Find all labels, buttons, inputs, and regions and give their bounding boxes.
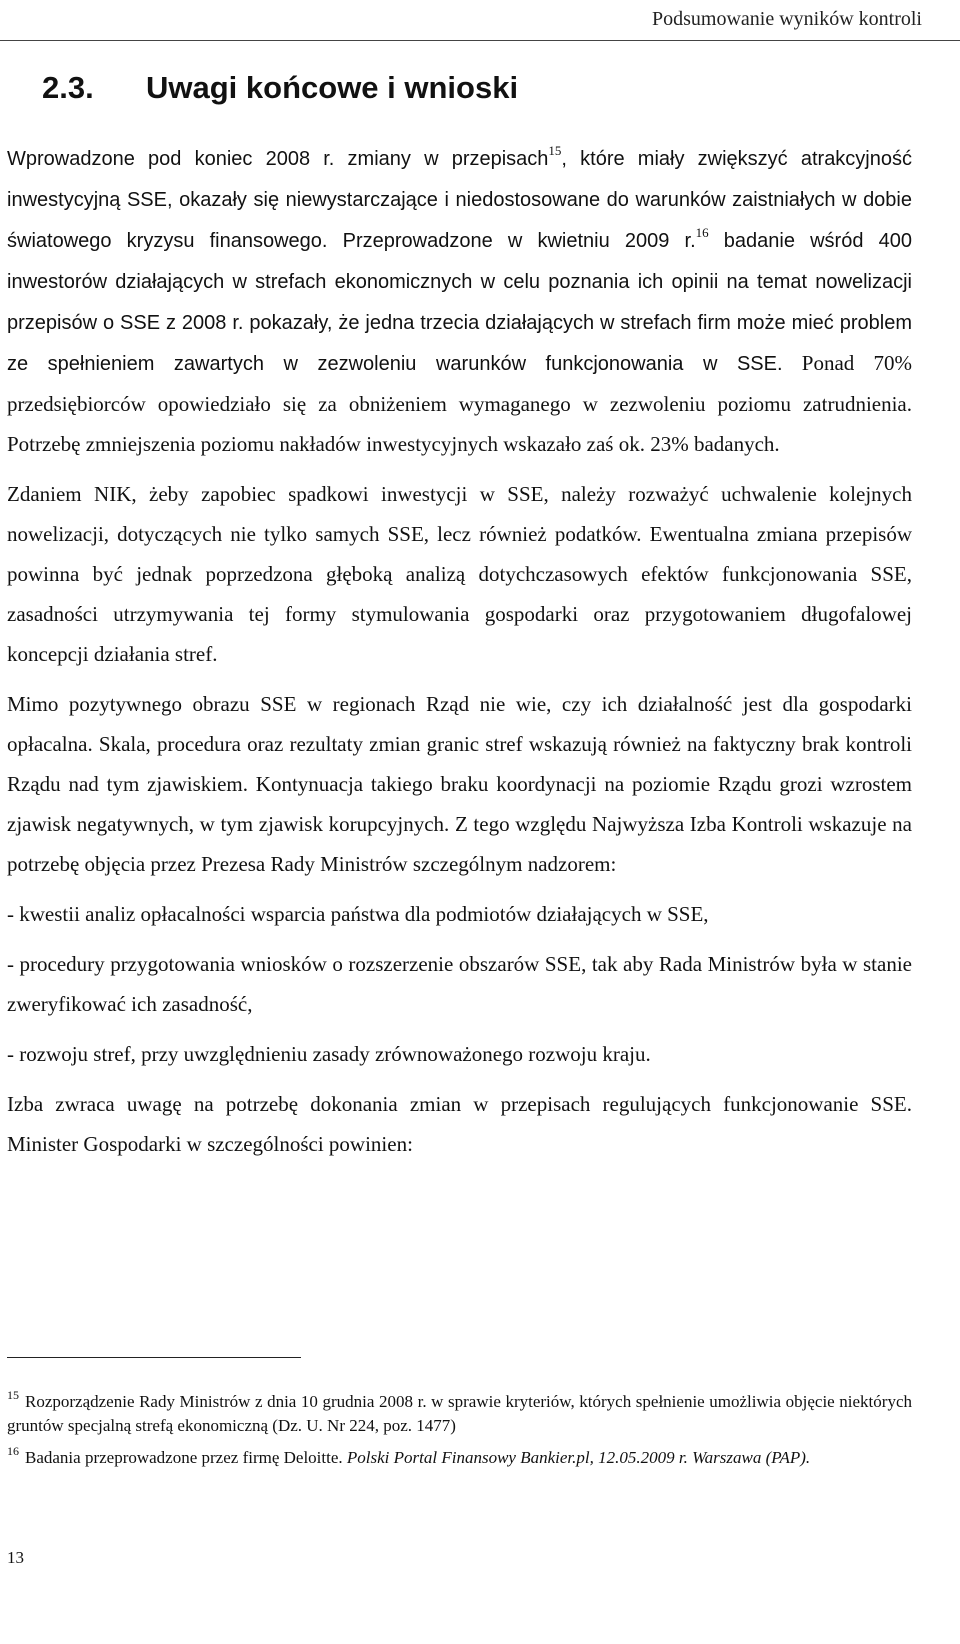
- section-number: 2.3.: [42, 70, 94, 105]
- list-item: - rozwoju stref, przy uwzględnieniu zasady zrównoważonego rozwoju kraju.: [7, 1042, 651, 1066]
- footnote-number: 15: [7, 1388, 19, 1402]
- paragraph-1: [7, 138, 912, 464]
- footnote-16: [7, 1446, 912, 1470]
- list-item: - kwestii analiz opłacalności wsparcia państwa dla podmiotów działających w SSE,: [7, 902, 709, 926]
- paragraph-1-part-c: badanie wśród 400 inwestorów działających w strefach ekonomicznych w celu poznania ich opinii na temat nowelizacji przepisów o SSE z 2008 r. pokazały, że jedna trzecia działających w strefach firm może mieć problem ze spełnieniem zawartych w zezwoleniu warunków funkcjonowania w SSE.: [7, 230, 912, 375]
- paragraph-4: Izba zwraca uwagę na potrzebę dokonania zmian w przepisach regulujących funkcjonowanie SSE. Minister Gospodarki w szczególności powinien:: [7, 1092, 912, 1156]
- footnote-text: Badania przeprowadzone przez firmę Deloitte.: [25, 1448, 347, 1467]
- footnote-15: [7, 1390, 912, 1438]
- paragraph-1-part-d: Ponad 70% przedsiębiorców opowiedziało się za obniżeniem wymaganego w zezwoleniu poziomu zatrudnienia. Potrzebę zmniejszenia poziomu nakładów inwestycyjnych wskazało zaś ok. 23% badanych.: [7, 351, 912, 456]
- footnote-text: Rozporządzenie Rady Ministrów z dnia 10 grudnia 2008 r. w sprawie kryteriów, których spełnienie umożliwia objęcie niektórych gruntów specjalną strefą ekonomiczną (Dz. U. Nr 224, poz. 1477): [7, 1392, 912, 1435]
- body-text: [7, 138, 912, 1174]
- paragraph-1-part-b: , które miały zwiększyć atrakcyjność inwestycyjną SSE, okazały się niewystarczające i niedostosowane do warunków zaistniałych w dobie światowego kryzysu finansowego. Przeprowadzone w kwietniu 2009 r.: [7, 148, 912, 252]
- running-header: Podsumowanie wyników kontroli: [652, 8, 922, 30]
- paragraph-2: Zdaniem NIK, żeby zapobiec spadkowi inwestycji w SSE, należy rozważyć uchwalenie kolejnych nowelizacji, dotyczących nie tylko samych SSE, lecz również podatków. Ewentualna zmiana przepisów powinna być jednak poprzedzona głęboką analizą dotychczasowych efektów funkcjonowania SSE, zasadności utrzymywania tej formy stymulowania gospodarki oraz przygotowaniem długofalowej koncepcji działania stref.: [7, 482, 912, 666]
- header-rule: [0, 40, 960, 41]
- page-number: 13: [7, 1548, 24, 1567]
- footnote-number: 16: [7, 1444, 19, 1458]
- section-title-text: Uwagi końcowe i wnioski: [146, 70, 519, 105]
- footnote-source: Polski Portal Finansowy Bankier.pl, 12.05.2009 r. Warszawa (PAP).: [346, 1448, 811, 1467]
- footnote-separator: [7, 1357, 301, 1358]
- paragraph-3: Mimo pozytywnego obrazu SSE w regionach Rząd nie wie, czy ich działalność jest dla gospodarki opłacalna. Skala, procedura oraz rezultaty zmian granic stref wskazują również na faktyczny brak kontroli Rządu nad tym zjawiskiem. Kontynuacja takiego braku koordynacji na poziomie Rządu grozi wzrostem zjawisk negatywnych, w tym zjawisk korupcyjnych. Z tego względu Najwyższa Izba Kontroli wskazuje na potrzebę objęcia przez Prezesa Rady Ministrów szczególnym nadzorem:: [7, 692, 912, 876]
- footnote-ref-15: 15: [548, 143, 562, 158]
- section-title: [42, 70, 518, 106]
- footnotes: [7, 1390, 912, 1478]
- paragraph-1-part-a: Wprowadzone pod koniec 2008 r. zmiany w przepisach: [7, 148, 549, 170]
- list-item: - procedury przygotowania wniosków o rozszerzenie obszarów SSE, tak aby Rada Ministrów była w stanie zweryfikować ich zasadność,: [7, 952, 912, 1016]
- footnote-ref-16: 16: [695, 225, 709, 240]
